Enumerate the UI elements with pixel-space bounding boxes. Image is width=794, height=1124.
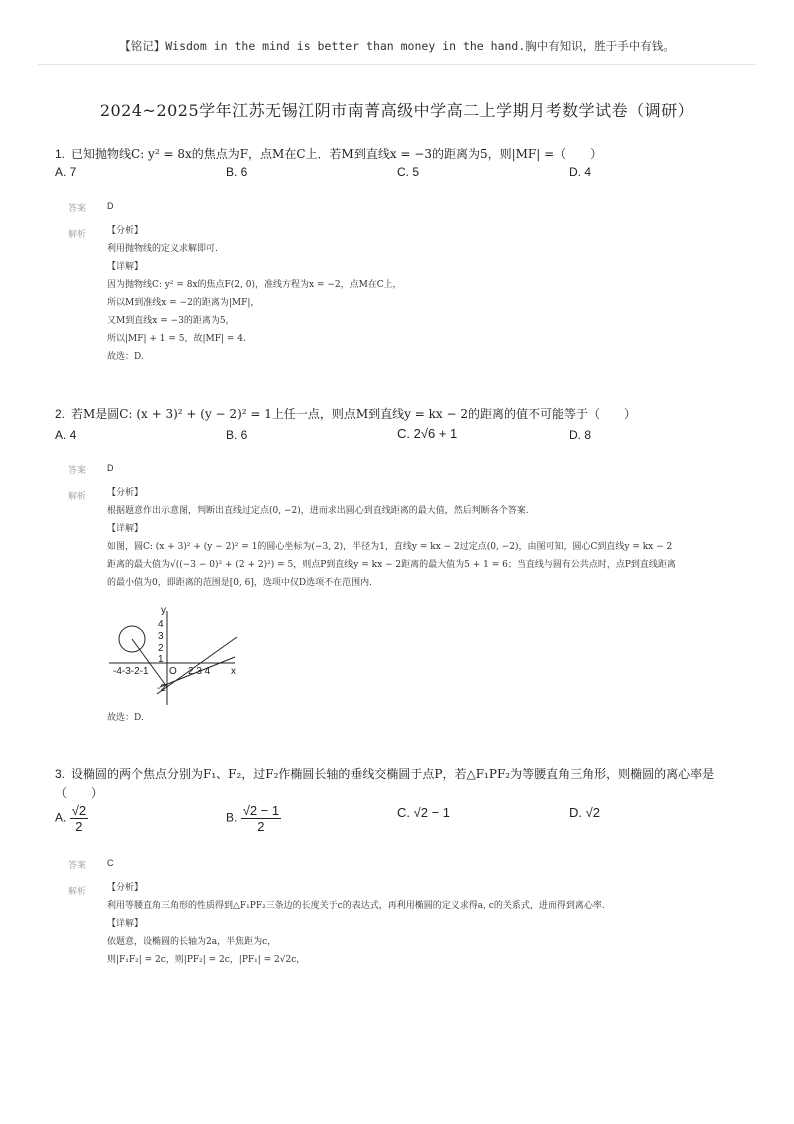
question-3-continued: （ ） [55, 786, 104, 800]
q3-option-b [226, 803, 281, 834]
q2-option-b: B. 6 [226, 428, 248, 442]
question-1 [55, 145, 602, 162]
analysis-label: 解析 [68, 230, 87, 240]
solution-line: 的最小值为0，即距离的范围是[0, 6]，选项中仅D选项不在范围内. [107, 578, 373, 588]
option-label: B. [226, 810, 238, 825]
solution-line: 如图，圆C: (x + 3)² + (y − 2)² = 1的圆心坐标为(−3, 2)，半径为1，直线y = kx − 2过定点(0, −2)，由图可知，圆心C到直线y = kx − 2 [107, 542, 673, 552]
motto-banner: 【铭记】Wisdom in the mind is better than money in the hand.胸中有知识，胜于手中有钱。 [119, 39, 675, 53]
solution-line: 则|F₁F₂| = 2c，则|PF₂| = 2c，|PF₁| = 2√2c， [107, 955, 306, 965]
analysis-label: 解析 [68, 887, 87, 897]
q1-option-c: C. 5 [397, 165, 420, 179]
y-tick: 1 [158, 654, 164, 665]
solution-line: 【分析】 [107, 883, 144, 893]
q2-answer: D [107, 463, 114, 473]
solution-line: 故选：D. [107, 352, 144, 362]
solution-line: 【详解】 [107, 919, 144, 929]
x-ticks-positive: 2 3 4 [188, 666, 211, 677]
q3-option-a [55, 803, 88, 834]
fraction [70, 803, 88, 834]
q3-option-c: C. √2 − 1 [397, 805, 451, 820]
page-title: 2024~2025学年江苏无锡江阴市南菁高级中学高二上学期月考数学试卷（调研） [99, 101, 695, 120]
solution-line: 【分析】 [107, 488, 144, 498]
q3-option-d: D. √2 [569, 805, 600, 820]
solution-line: 【详解】 [107, 524, 144, 534]
question-number: 3. [55, 767, 66, 781]
solution-line: 又M到直线x = −3的距离为5， [107, 316, 235, 326]
solution-line: 【详解】 [107, 262, 144, 272]
q2-final: 故选：D. [107, 713, 144, 723]
q2-figure [105, 603, 245, 708]
q2-option-c: C. 2√6 + 1 [397, 426, 458, 441]
origin-label: O [169, 666, 177, 677]
q1-option-a: A. 7 [55, 165, 77, 179]
q3-solution [107, 879, 605, 969]
question-number: 1. [55, 147, 66, 161]
q2-option-a: A. 4 [55, 428, 77, 442]
x-axis-label: x [231, 666, 236, 677]
question-text: 设椭圆的两个焦点分别为F₁、F₂，过F₂作椭圆长轴的垂线交椭圆于点P，若△F₁PF₂为等腰直角三角形，则椭圆的离心率是 [71, 767, 715, 781]
numerator: √2 [71, 803, 87, 818]
y-tick: 3 [158, 631, 164, 642]
solution-line: 所以|MF| + 1 = 5，故|MF| = 4. [107, 334, 246, 344]
q2-solution [107, 484, 676, 592]
q2-option-d: D. 8 [569, 428, 592, 442]
analysis-label: 解析 [68, 492, 87, 502]
question-text: 已知抛物线C: y² = 8x的焦点为F，点M在C上．若M到直线x = −3的距离为5，则|MF| =（ ） [71, 147, 603, 161]
option-label: A. [55, 810, 67, 825]
y-axis-label: y [161, 605, 166, 616]
fraction [241, 803, 281, 834]
solution-line: 所以M到准线x = −2的距离为|MF|， [107, 298, 260, 308]
solution-line: 因为抛物线C: y² = 8x的焦点F(2, 0)，准线方程为x = −2，点M在C上， [107, 280, 402, 290]
denominator: 2 [257, 819, 265, 834]
solution-line: 利用等腰直角三角形的性质得到△F₁PF₂三条边的长度关于c的表达式，再利用椭圆的定义求得a, c的关系式，进而得到离心率. [107, 901, 605, 911]
q1-answer: D [107, 201, 114, 211]
question-number: 2. [55, 407, 66, 421]
q1-option-b: B. 6 [226, 165, 248, 179]
answer-label: 答案 [68, 204, 87, 214]
y-tick: 2 [158, 643, 164, 654]
numerator: √2 − 1 [242, 803, 280, 818]
y-tick-negative: -2 [157, 683, 166, 694]
question-3 [55, 765, 714, 782]
answer-label: 答案 [68, 861, 87, 871]
q3-answer: C [107, 858, 114, 868]
solution-line: 利用抛物线的定义求解即可. [107, 244, 218, 254]
y-tick: 4 [158, 619, 164, 630]
question-text: 若M是圆C: (x + 3)² + (y − 2)² = 1上任一点，则点M到直线y = kx − 2的距离的值不可能等于（ ） [71, 407, 636, 421]
q1-solution [107, 222, 402, 366]
question-2 [55, 405, 636, 422]
solution-line: 距离的最大值为√((−3 − 0)² + (2 + 2)²) = 5，则点P到直线y = kx − 2距离的最大值为5 + 1 = 6；当直线与圆有公共点时，点P到直线距离 [107, 560, 676, 570]
solution-line: 根据题意作出示意图，判断出直线过定点(0, −2)，进而求出圆心到直线距离的最大值，然后判断各个答案. [107, 506, 529, 516]
solution-line: 依题意，设椭圆的长轴为2a，半焦距为c， [107, 937, 277, 947]
x-ticks-negative: -4-3-2-1 [113, 666, 149, 677]
q1-option-d: D. 4 [569, 165, 592, 179]
header-divider [38, 64, 756, 65]
denominator: 2 [75, 819, 83, 834]
solution-line: 【分析】 [107, 226, 144, 236]
answer-label: 答案 [68, 466, 87, 476]
